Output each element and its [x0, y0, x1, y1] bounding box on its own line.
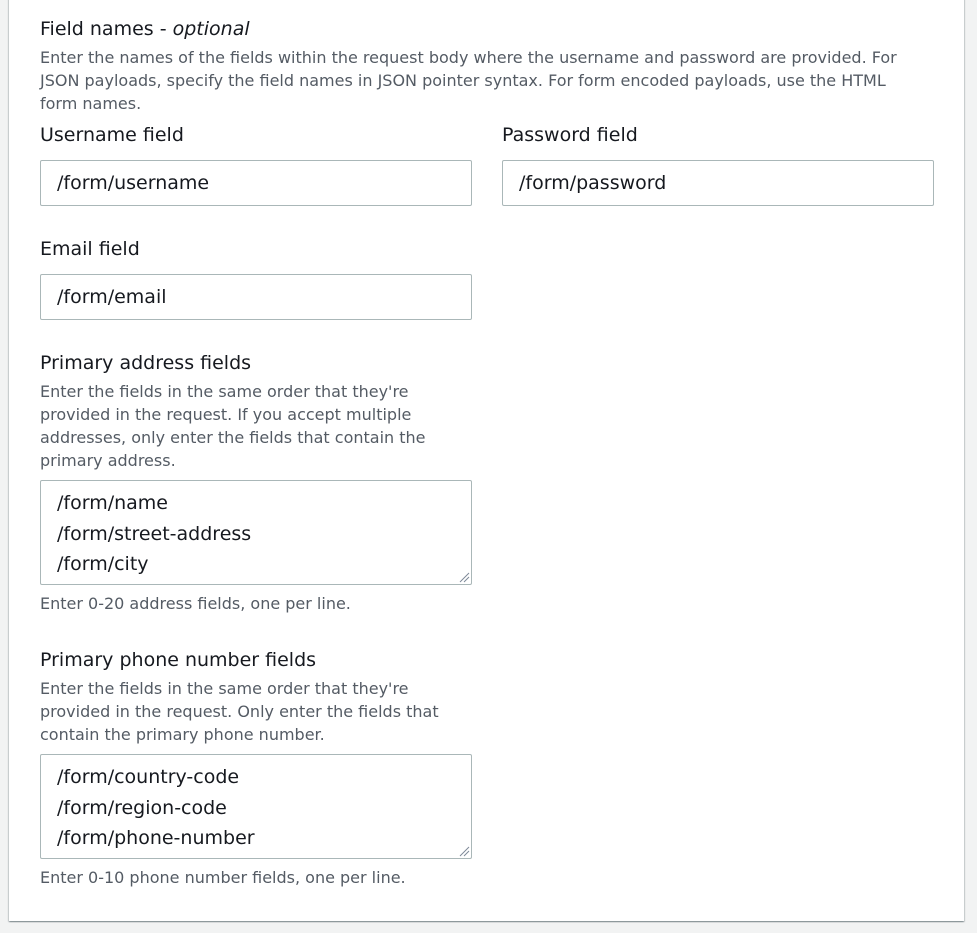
field-names-panel [9, 0, 964, 921]
textarea-line: /form/street-address [57, 522, 252, 545]
description-line: Enter the fields in the same order that they're [40, 679, 409, 698]
section-title-text: Field names - [40, 18, 173, 40]
description-line: addresses, only enter the fields that contain the [40, 428, 426, 447]
username-field-input[interactable]: /form/username [40, 160, 472, 206]
description-line: form names. [40, 94, 142, 113]
address-fields-label: Primary address fields [40, 352, 252, 374]
password-field-label: Password field [502, 124, 638, 146]
textarea-line: /form/country-code [57, 766, 240, 788]
section-title [40, 18, 250, 40]
phone-fields-hint: Enter 0-10 phone number fields, one per line. [40, 868, 406, 887]
phone-fields-description [40, 677, 480, 746]
optional-tag: optional [172, 18, 250, 40]
address-fields-textarea[interactable] [40, 480, 472, 585]
phone-fields-label: Primary phone number fields [40, 649, 317, 671]
description-line: provided in the request. If you accept multiple [40, 405, 412, 424]
description-line: provided in the request. Only enter the fields that [40, 702, 439, 721]
textarea-line: /form/phone-number [57, 827, 255, 849]
password-field-input[interactable]: /form/password [502, 160, 934, 206]
username-field-label: Username field [40, 124, 184, 146]
resize-grip-icon[interactable] [458, 845, 470, 857]
textarea-line: /form/name [57, 492, 168, 514]
address-fields-hint: Enter 0-20 address fields, one per line. [40, 594, 351, 613]
section-description [40, 46, 930, 115]
email-field-label: Email field [40, 238, 140, 260]
textarea-line: /form/region-code [57, 796, 227, 819]
resize-grip-icon[interactable] [458, 571, 470, 583]
description-line: JSON payloads, specify the field names in JSON pointer syntax. For form encoded payloads, use the HTML [40, 71, 886, 90]
description-line: Enter the fields in the same order that they're [40, 382, 409, 401]
description-line: contain the primary phone number. [40, 725, 325, 744]
description-line: Enter the names of the fields within the request body where the username and password are provided. For [40, 48, 897, 67]
description-line: primary address. [40, 451, 176, 470]
textarea-line: /form/city [57, 553, 149, 575]
phone-fields-textarea[interactable] [40, 754, 472, 859]
address-fields-description [40, 380, 480, 472]
email-field-input[interactable]: /form/email [40, 274, 472, 320]
